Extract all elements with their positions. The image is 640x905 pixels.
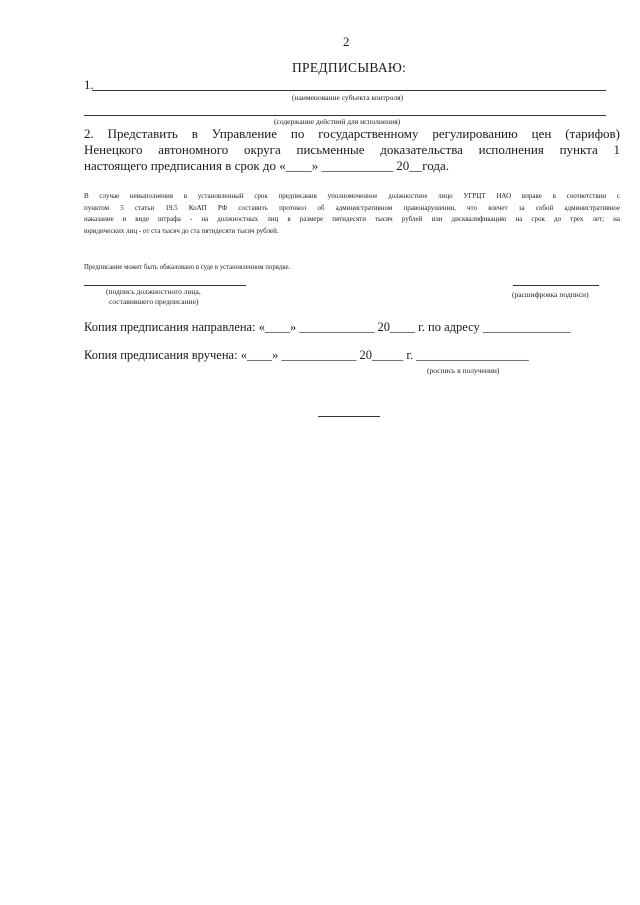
end-divider	[318, 416, 380, 417]
signature-caption-line-1: (подпись должностного лица,	[106, 287, 201, 296]
actions-fill-line	[84, 115, 606, 116]
warning-paragraph	[84, 191, 620, 237]
signature-line	[84, 285, 246, 286]
page-title: ПРЕДПИСЫВАЮ:	[292, 60, 407, 75]
item-2-line-3: настоящего предписания в срок до «____» ___________ 20__года.	[84, 158, 450, 173]
decode-line	[513, 285, 599, 286]
warning-line-4: юридических лиц - от ста тысяч до ста пятидесяти тысяч рублей.	[84, 226, 279, 235]
subject-caption: (наименование субъекта контроля)	[292, 93, 404, 102]
item-2-line-2: Ненецкого автономного округа письменные доказательства исполнения пункта 1	[84, 142, 620, 157]
warning-line-1: В случае невыполнения в установленный срок предписания уполномоченное должностное лицо УГРЦТ НАО вправе в соответствии с	[84, 192, 620, 200]
warning-line-2: пунктом 5 статьи 19.5 КоАП РФ составить протокол об административном правонарушении, что влечет за собой административное	[84, 203, 620, 212]
receipt-caption: (роспись в получении)	[427, 366, 500, 375]
item-2-line-1: 2. Представить в Управление по государственному регулированию цен (тарифов)	[84, 126, 620, 141]
item-1-fill-line	[92, 90, 606, 91]
page-number: 2	[343, 34, 350, 49]
copy-sent-line: Копия предписания направлена: «____» ____________ 20____ г. по адресу ______________	[84, 320, 571, 334]
signature-caption-line-2: составившего предписание)	[109, 297, 199, 306]
item-1-number: 1.	[84, 77, 94, 92]
item-2-paragraph	[84, 126, 620, 174]
appeal-text: Предписание может быть обжаловано в суде в установленном порядке.	[84, 264, 291, 271]
warning-line-3: наказание в виде штрафа - на должностных лиц в размере пятидесяти тысяч рублей или дисквалификацию на срок до трех лет; на	[84, 215, 620, 223]
actions-caption: (содержание действий для исполнения)	[274, 117, 401, 126]
copy-delivered-line: Копия предписания вручена: «____» ____________ 20_____ г. __________________	[84, 348, 529, 362]
decode-caption: (расшифровка подписи)	[512, 290, 589, 299]
